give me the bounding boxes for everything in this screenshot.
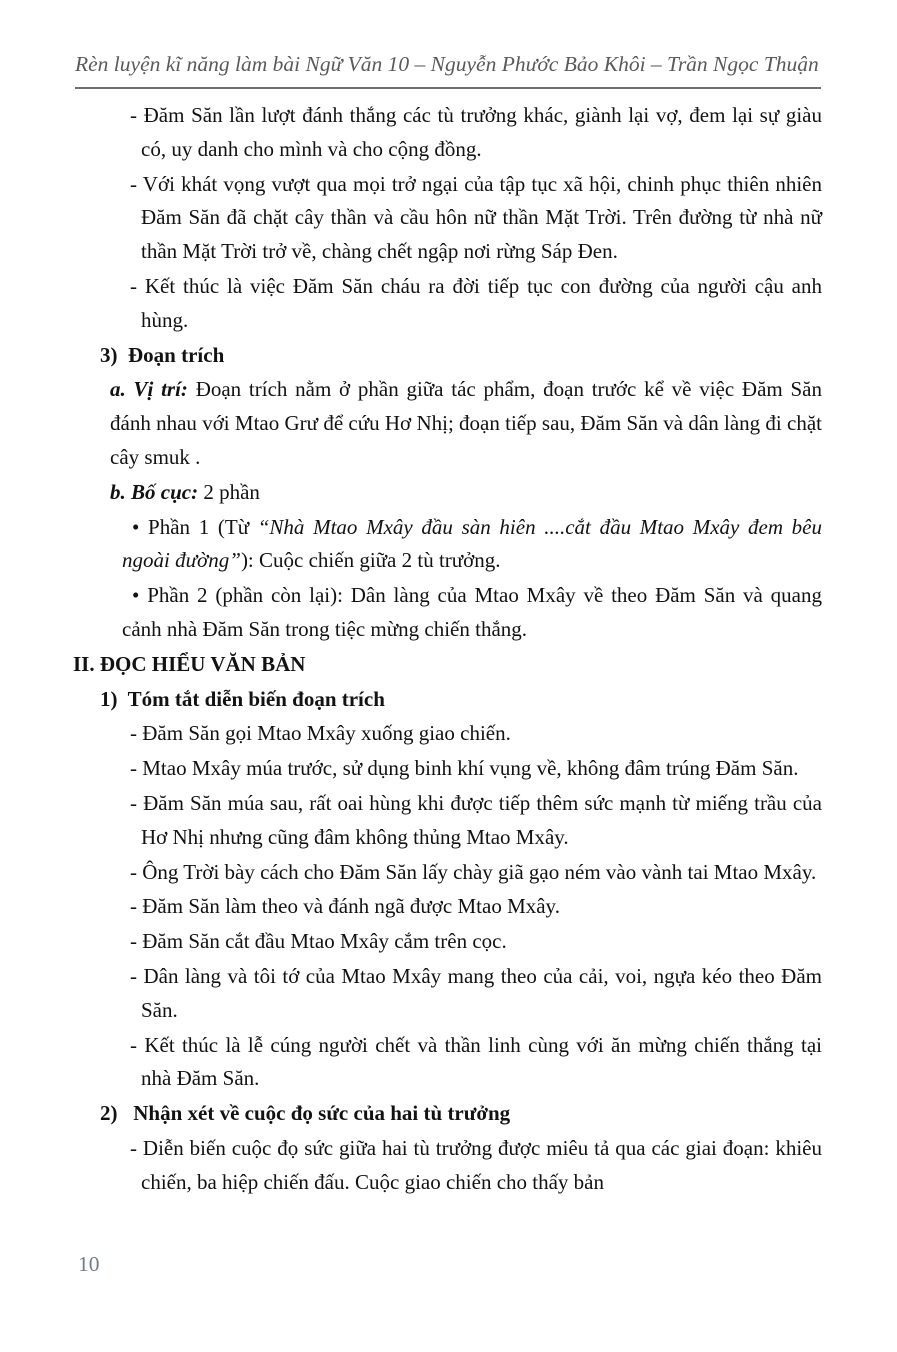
item-b-term: Bố cục:: [131, 479, 199, 504]
list-item: [0, 99, 822, 167]
list-item-text: Với khát vọng vượt qua mọi trở ngại của tập tục xã hội, chinh phục thiên nhiên Đăm Săn đã chặt cây thần và cầu hôn nữ thần Mặt Trời. Trên đường từ nhà nữ thần Mặt Trời trở về, chàng chết ngập nơi rừng Sáp Đen.: [141, 171, 823, 264]
list-item-part2: [0, 579, 822, 647]
dash-marker: -: [130, 894, 137, 919]
sub1-heading: [0, 683, 822, 717]
header-title: Rèn luyện kĩ năng làm bài Ngữ Văn 10 – Nguyễn Phước Bảo Khôi – Trần Ngọc Thuận: [75, 52, 819, 76]
page-body: [0, 99, 897, 1201]
list-item: [0, 270, 822, 338]
part2-text: Phần 2 (phần còn lại): Dân làng của Mtao Mxây về theo Đăm Săn và quang cảnh nhà Đăm Săn trong tiệc mừng chiến thắng.: [122, 583, 823, 641]
list-item-text: Đăm Săn gọi Mtao Mxây xuống giao chiến.: [142, 721, 511, 746]
list-item-text: Đăm Săn lần lượt đánh thắng các tù trưởng khác, giành lại vợ, đem lại sự giàu có, uy danh cho mình và cho cộng đồng.: [141, 103, 823, 161]
sectionII-title: ĐỌC HIỂU VĂN BẢN: [99, 651, 306, 676]
list-item: [0, 1029, 822, 1097]
list-item: [0, 890, 822, 924]
list-item: [0, 717, 822, 751]
item-a-text: Đoạn trích nằm ở phần giữa tác phẩm, đoạn trước kể về việc Đăm Săn đánh nhau với Mtao Grư để cứu Hơ Nhị; đoạn tiếp sau, Đăm Săn và dân làng đi chặt cây smuk .: [110, 377, 822, 469]
list-item-text: Ông Trời bày cách cho Đăm Săn lấy chày giã gạo ném vào vành tai Mtao Mxây.: [142, 859, 817, 884]
section3-number: 3): [100, 342, 118, 367]
list-item-text: Đăm Săn múa sau, rất oai hùng khi được tiếp thêm sức mạnh từ miếng trầu của Hơ Nhị nhưng cũng đâm không thủng Mtao Mxây.: [141, 790, 823, 849]
part1-prefix: Phần 1 (Từ: [148, 514, 250, 539]
bullet-marker: •: [132, 514, 140, 539]
dash-marker: -: [130, 929, 137, 954]
list-item-text: Mtao Mxây múa trước, sử dụng binh khí vụng về, không đâm trúng Đăm Săn.: [142, 756, 799, 781]
list-item-text: Diễn biến cuộc đọ sức giữa hai tù trưởng được miêu tả qua các giai đoạn: khiêu chiến, ba hiệp chiến đấu. Cuộc giao chiến cho thấy bản: [141, 1135, 822, 1194]
sub2-number: 2): [100, 1101, 118, 1126]
dash-marker: -: [130, 273, 137, 298]
sub2-title: Nhận xét về cuộc đọ sức của hai tù trưởng: [133, 1101, 511, 1126]
sub2-heading: [0, 1097, 822, 1131]
section3-title: Đoạn trích: [128, 342, 225, 367]
list-item: [0, 752, 822, 786]
dash-marker: -: [130, 103, 137, 127]
dash-marker: -: [130, 721, 137, 746]
part1-quote: “Nhà Mtao Mxây đầu sàn hiên ....cắt đầu Mtao Mxây đem bêu ngoài đường”: [122, 514, 823, 573]
dash-marker: -: [130, 963, 137, 988]
dash-marker: -: [130, 859, 137, 884]
dash-marker: -: [130, 171, 137, 196]
part1-suffix: ): Cuộc chiến giữa 2 tù trưởng.: [240, 548, 501, 573]
list-item: [0, 787, 822, 855]
item-a-term: Vị trí:: [133, 377, 188, 402]
bullet-marker: •: [132, 583, 140, 608]
page-number: 10: [78, 1252, 100, 1276]
dash-marker: -: [130, 790, 137, 815]
list-item-text: Kết thúc là lễ cúng người chết và thần linh cùng với ăn mừng chiến thắng tại nhà Đăm Săn.: [141, 1032, 823, 1091]
dash-marker: -: [130, 756, 137, 781]
list-item: [0, 960, 822, 1028]
list-item-text: Kết thúc là việc Đăm Săn cháu ra đời tiếp tục con đường của người cậu anh hùng.: [141, 273, 823, 332]
section3-heading: [0, 339, 822, 373]
list-item-text: Dân làng và tôi tớ của Mtao Mxây mang theo của cải, voi, ngựa kéo theo Đăm Săn.: [141, 963, 822, 1022]
list-item: [0, 925, 822, 959]
item-a-label: a.: [110, 377, 126, 402]
dash-marker: -: [130, 1135, 137, 1160]
list-item: [0, 168, 822, 269]
list-item-part1: [0, 511, 822, 579]
list-item-text: Đăm Săn làm theo và đánh ngã được Mtao Mxây.: [142, 894, 560, 919]
item-b-label: b.: [110, 479, 126, 504]
dash-marker: -: [130, 1032, 137, 1057]
sub1-title: Tóm tắt diễn biến đoạn trích: [127, 686, 385, 711]
list-item: [0, 1132, 822, 1200]
sectionII-numeral: II.: [73, 651, 95, 676]
sectionII-heading: [0, 648, 822, 682]
sub1-number: 1): [100, 686, 118, 711]
list-item-b: [0, 476, 822, 510]
list-item-a: [0, 373, 822, 474]
list-item-text: Đăm Săn cắt đầu Mtao Mxây cắm trên cọc.: [142, 929, 507, 954]
list-item: [0, 856, 822, 890]
item-b-text: 2 phần: [203, 479, 260, 504]
running-header: [75, 50, 821, 89]
